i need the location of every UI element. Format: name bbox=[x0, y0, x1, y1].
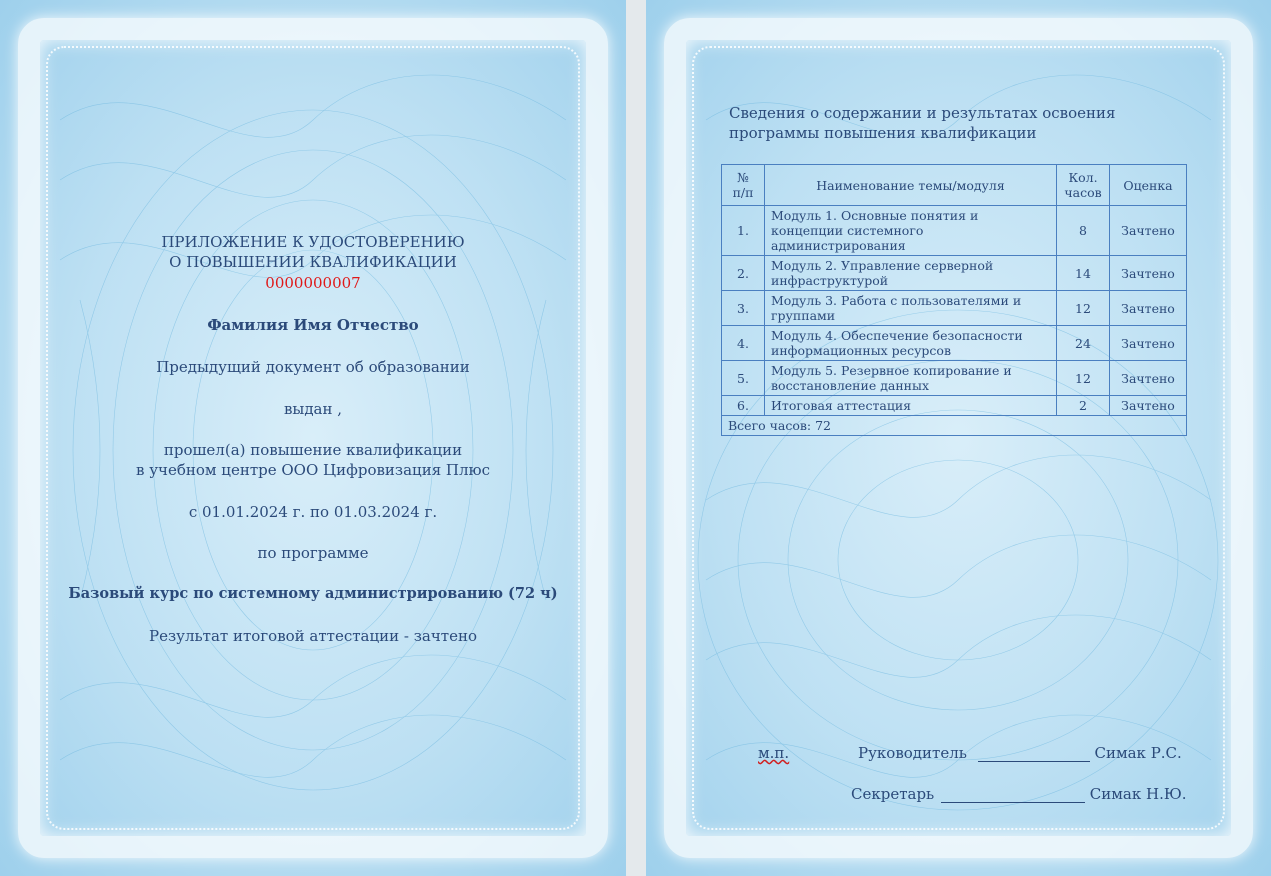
previous-document-label: Предыдущий документ об образовании bbox=[156, 358, 470, 376]
row-number: 1. bbox=[722, 206, 765, 256]
module-name-line: группами bbox=[771, 308, 836, 323]
table-row bbox=[722, 361, 1187, 396]
row-module-name bbox=[765, 396, 1057, 416]
table-row bbox=[722, 206, 1187, 256]
head-name: Симак Р.С. bbox=[1094, 744, 1182, 762]
module-name-line: Модуль 4. Обеспечение безопасности bbox=[771, 328, 1023, 343]
module-name-line: восстановление данных bbox=[771, 378, 930, 393]
row-module-name bbox=[765, 256, 1057, 291]
content-title-line-2: программы повышения квалификации bbox=[729, 124, 1037, 142]
decorative-inner-border bbox=[46, 46, 580, 830]
header-hours-line-2: часов bbox=[1064, 185, 1102, 200]
header-grade: Оценка bbox=[1110, 165, 1187, 206]
row-module-name bbox=[765, 206, 1057, 256]
header-number bbox=[722, 165, 765, 206]
module-name-line: Модуль 1. Основные понятия и bbox=[771, 208, 979, 223]
module-name-line: администрирования bbox=[771, 238, 906, 253]
secretary-label: Секретарь bbox=[851, 785, 935, 803]
header-hours-line-1: Кол. bbox=[1068, 170, 1098, 185]
head-label: Руководитель bbox=[858, 744, 967, 762]
certificate-number: 0000000007 bbox=[265, 274, 361, 292]
row-module-name bbox=[765, 361, 1057, 396]
row-number: 5. bbox=[722, 361, 765, 396]
header-hours bbox=[1057, 165, 1110, 206]
row-grade: Зачтено bbox=[1110, 396, 1187, 416]
row-grade: Зачтено bbox=[1110, 256, 1187, 291]
module-name-line: Итоговая аттестация bbox=[771, 398, 912, 413]
content-title bbox=[729, 103, 1149, 143]
stamp-label-text: м.п. bbox=[758, 744, 790, 762]
row-grade: Зачтено bbox=[1110, 326, 1187, 361]
table-row bbox=[722, 256, 1187, 291]
decorative-border bbox=[18, 18, 608, 858]
modules-table bbox=[721, 164, 1187, 436]
row-hours: 2 bbox=[1057, 396, 1110, 416]
table-row bbox=[722, 326, 1187, 361]
full-name: Фамилия Имя Отчество bbox=[207, 316, 419, 334]
row-grade: Зачтено bbox=[1110, 206, 1187, 256]
dates: с 01.01.2024 г. по 01.03.2024 г. bbox=[188, 503, 438, 521]
row-hours: 12 bbox=[1057, 291, 1110, 326]
program-name: Базовый курс по системному администрированию (72 ч) bbox=[68, 585, 558, 602]
table-row bbox=[722, 396, 1187, 416]
attestation-result: Результат итоговой аттестации - зачтено bbox=[149, 627, 477, 645]
row-module-name bbox=[765, 291, 1057, 326]
stamp-label bbox=[758, 744, 789, 762]
module-name-line: концепции системного bbox=[771, 223, 924, 238]
row-hours: 8 bbox=[1057, 206, 1110, 256]
total-hours: Всего часов: 72 bbox=[722, 416, 1187, 436]
module-name-line: Модуль 5. Резервное копирование и bbox=[771, 363, 1012, 378]
content-title-line-1: Сведения о содержании и результатах освоения bbox=[729, 104, 1116, 122]
certificate-right-page bbox=[646, 0, 1271, 876]
row-hours: 24 bbox=[1057, 326, 1110, 361]
header-number-line-1: № bbox=[737, 170, 749, 185]
module-name-line: информационных ресурсов bbox=[771, 343, 951, 358]
module-name-line: Модуль 3. Работа с пользователями и bbox=[771, 293, 1022, 308]
guilloche-pattern bbox=[0, 0, 626, 876]
row-number: 2. bbox=[722, 256, 765, 291]
row-number: 6. bbox=[722, 396, 765, 416]
row-hours: 14 bbox=[1057, 256, 1110, 291]
row-module-name bbox=[765, 326, 1057, 361]
head-signature-blank bbox=[978, 747, 1090, 762]
row-grade: Зачтено bbox=[1110, 361, 1187, 396]
secretary-signature-line bbox=[851, 785, 1187, 803]
header-module-name: Наименование темы/модуля bbox=[765, 165, 1057, 206]
table-total-row bbox=[722, 416, 1187, 436]
table-header-row bbox=[722, 165, 1187, 206]
header-number-line-2: п/п bbox=[732, 185, 754, 200]
heading-line-1: ПРИЛОЖЕНИЕ К УДОСТОВЕРЕНИЮ bbox=[161, 233, 465, 251]
module-name-line: Модуль 2. Управление серверной bbox=[771, 258, 994, 273]
program-label: по программе bbox=[257, 544, 369, 562]
decorative-border-right bbox=[664, 18, 1253, 858]
table-row bbox=[722, 291, 1187, 326]
row-grade: Зачтено bbox=[1110, 291, 1187, 326]
secretary-signature-blank bbox=[941, 788, 1085, 803]
heading-line-2: О ПОВЫШЕНИИ КВАЛИФИКАЦИИ bbox=[169, 253, 457, 271]
secretary-name: Симак Н.Ю. bbox=[1089, 785, 1187, 803]
row-hours: 12 bbox=[1057, 361, 1110, 396]
row-number: 3. bbox=[722, 291, 765, 326]
module-name-line: инфраструктурой bbox=[771, 273, 889, 288]
completed-line-2: в учебном центре ООО Цифровизация Плюс bbox=[135, 461, 491, 479]
page-gap bbox=[626, 0, 646, 876]
head-signature-line bbox=[858, 744, 1182, 762]
row-number: 4. bbox=[722, 326, 765, 361]
completed-line-1: прошел(а) повышение квалификации bbox=[163, 441, 463, 459]
issued-label: выдан , bbox=[283, 400, 343, 418]
certificate-left-page bbox=[0, 0, 626, 876]
